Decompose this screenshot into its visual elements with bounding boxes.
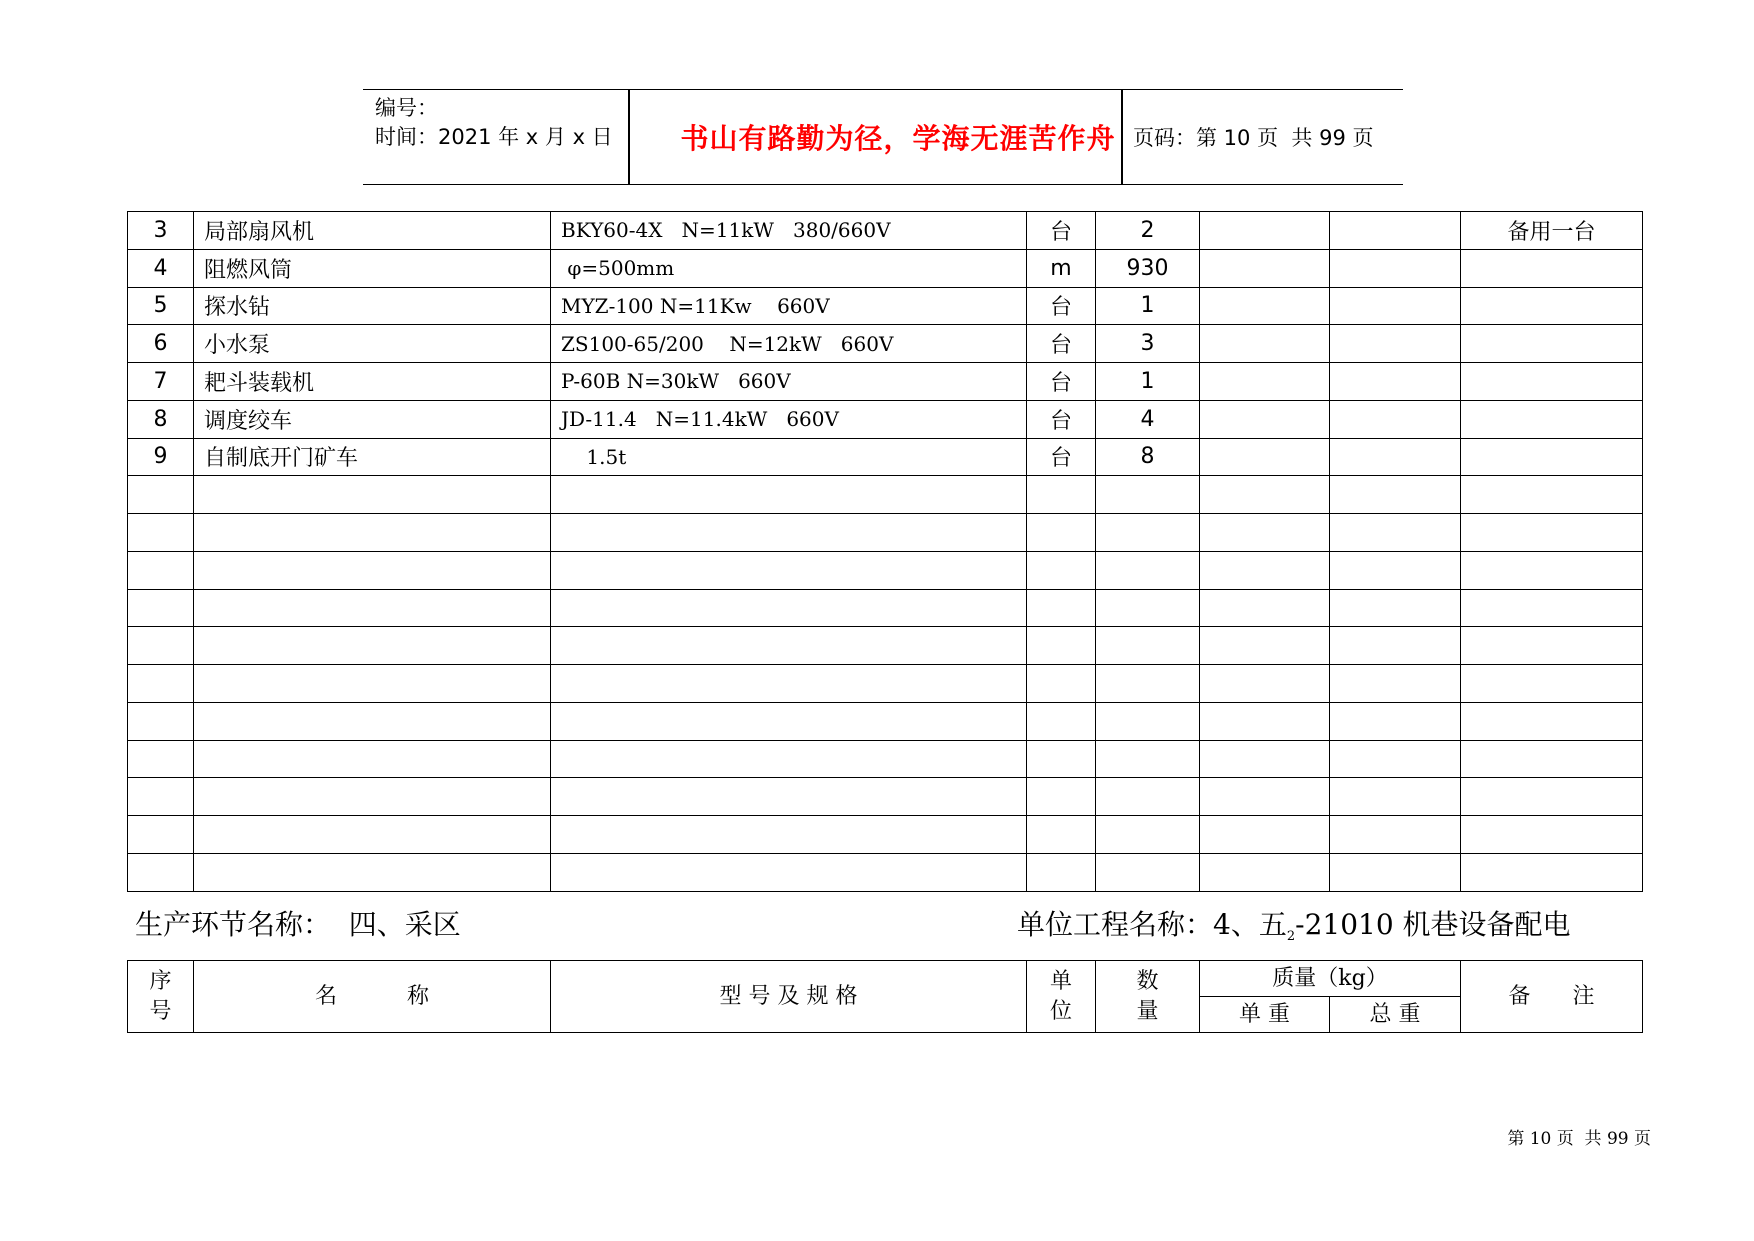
cell-unit-weight <box>1200 589 1330 627</box>
cell-no: 7 <box>128 363 194 401</box>
header-motto: 书山有路勤为径，学海无涯苦作舟 <box>680 122 1116 155</box>
cell-spec: JD-11.4 N=11.4kW 660V <box>551 400 1027 438</box>
col-header-no-top: 序 <box>149 968 172 994</box>
cell-no: 3 <box>128 212 194 250</box>
cell-spec <box>551 627 1027 665</box>
cell-note <box>1461 816 1643 854</box>
cell-no <box>128 514 194 552</box>
cell-note <box>1461 778 1643 816</box>
cell-total-weight <box>1330 212 1461 250</box>
col-header-unit-weight: 单 重 <box>1200 997 1330 1033</box>
col-header-no <box>128 961 194 1033</box>
cell-total-weight <box>1330 551 1461 589</box>
cell-unit <box>1027 514 1096 552</box>
cell-unit <box>1027 853 1096 891</box>
cell-name: 小水泵 <box>194 325 551 363</box>
col-header-name: 名 称 <box>194 961 551 1033</box>
cell-unit <box>1027 778 1096 816</box>
cell-qty: 2 <box>1096 212 1200 250</box>
cell-spec: ZS100-65/200 N=12kW 660V <box>551 325 1027 363</box>
table-row <box>128 816 1643 854</box>
table-row <box>128 212 1643 250</box>
cell-total-weight <box>1330 514 1461 552</box>
cell-name <box>194 853 551 891</box>
cell-qty: 1 <box>1096 287 1200 325</box>
number-label: 编号： <box>375 96 438 120</box>
cell-total-weight <box>1330 589 1461 627</box>
cell-note <box>1461 702 1643 740</box>
cell-note <box>1461 551 1643 589</box>
cell-total-weight <box>1330 400 1461 438</box>
cell-unit <box>1027 627 1096 665</box>
header-page-info: 页码：第 10 页 共 99 页 <box>1133 126 1374 150</box>
document-header <box>363 89 1403 185</box>
section-line <box>135 903 1585 943</box>
header-meta <box>375 94 613 152</box>
cell-unit-weight <box>1200 740 1330 778</box>
table-row <box>128 514 1643 552</box>
cell-unit <box>1027 665 1096 703</box>
col-header-qty-top: 数 <box>1136 968 1159 994</box>
cell-name <box>194 627 551 665</box>
equipment-table <box>127 211 1643 892</box>
cell-total-weight <box>1330 325 1461 363</box>
cell-note <box>1461 249 1643 287</box>
cell-total-weight <box>1330 287 1461 325</box>
col-header-total-weight: 总 重 <box>1330 997 1461 1033</box>
cell-spec <box>551 816 1027 854</box>
cell-spec <box>551 665 1027 703</box>
cell-spec <box>551 702 1027 740</box>
table-row <box>128 589 1643 627</box>
cell-unit-weight <box>1200 551 1330 589</box>
time-label: 时间：2021 年 x 月 x 日 <box>375 125 613 149</box>
col-header-qty-bottom: 量 <box>1136 998 1159 1024</box>
cell-qty: 3 <box>1096 325 1200 363</box>
header-divider <box>628 90 630 184</box>
cell-note <box>1461 627 1643 665</box>
cell-qty <box>1096 551 1200 589</box>
project-name-prefix: 单位工程名称：4、五 <box>1017 908 1287 941</box>
cell-unit-weight <box>1200 212 1330 250</box>
cell-unit-weight <box>1200 853 1330 891</box>
cell-qty: 8 <box>1096 438 1200 476</box>
col-header-qty <box>1096 961 1200 1033</box>
cell-total-weight <box>1330 778 1461 816</box>
project-name-suffix: -21010 机巷设备配电 <box>1295 908 1571 941</box>
cell-unit: 台 <box>1027 287 1096 325</box>
cell-note <box>1461 325 1643 363</box>
cell-no <box>128 589 194 627</box>
cell-no <box>128 665 194 703</box>
cell-spec: P-60B N=30kW 660V <box>551 363 1027 401</box>
cell-no <box>128 778 194 816</box>
col-header-unit-top: 单 <box>1049 968 1072 994</box>
cell-unit-weight <box>1200 514 1330 552</box>
cell-unit: m <box>1027 249 1096 287</box>
cell-spec <box>551 476 1027 514</box>
cell-spec: 1.5t <box>551 438 1027 476</box>
table-row <box>128 551 1643 589</box>
footer-page-number: 第 10 页 共 99 页 <box>1507 1129 1651 1149</box>
cell-unit-weight <box>1200 778 1330 816</box>
cell-unit-weight <box>1200 363 1330 401</box>
cell-name <box>194 514 551 552</box>
cell-qty <box>1096 816 1200 854</box>
table-row <box>128 400 1643 438</box>
cell-unit-weight <box>1200 665 1330 703</box>
cell-qty <box>1096 778 1200 816</box>
cell-qty: 4 <box>1096 400 1200 438</box>
cell-qty: 930 <box>1096 249 1200 287</box>
col-header-spec: 型 号 及 规 格 <box>551 961 1027 1033</box>
table-row <box>128 853 1643 891</box>
cell-spec <box>551 514 1027 552</box>
cell-unit <box>1027 476 1096 514</box>
cell-name <box>194 816 551 854</box>
table-row <box>128 325 1643 363</box>
cell-spec <box>551 551 1027 589</box>
cell-note <box>1461 853 1643 891</box>
cell-total-weight <box>1330 665 1461 703</box>
cell-spec <box>551 740 1027 778</box>
cell-qty <box>1096 589 1200 627</box>
cell-no: 6 <box>128 325 194 363</box>
cell-spec <box>551 778 1027 816</box>
cell-no <box>128 853 194 891</box>
cell-qty <box>1096 514 1200 552</box>
table-row <box>128 702 1643 740</box>
col-header-note: 备 注 <box>1461 961 1643 1033</box>
cell-total-weight <box>1330 363 1461 401</box>
cell-total-weight <box>1330 627 1461 665</box>
cell-name <box>194 702 551 740</box>
cell-spec <box>551 853 1027 891</box>
cell-unit <box>1027 589 1096 627</box>
table-row <box>128 665 1643 703</box>
table-row <box>128 249 1643 287</box>
cell-name: 调度绞车 <box>194 400 551 438</box>
cell-total-weight <box>1330 249 1461 287</box>
cell-qty <box>1096 853 1200 891</box>
cell-total-weight <box>1330 740 1461 778</box>
cell-note <box>1461 665 1643 703</box>
cell-qty <box>1096 476 1200 514</box>
cell-note <box>1461 438 1643 476</box>
cell-no <box>128 702 194 740</box>
cell-note <box>1461 363 1643 401</box>
cell-name: 探水钻 <box>194 287 551 325</box>
col-header-unit-bottom: 位 <box>1049 998 1072 1024</box>
cell-qty <box>1096 665 1200 703</box>
cell-qty: 1 <box>1096 363 1200 401</box>
cell-name: 局部扇风机 <box>194 212 551 250</box>
cell-spec: BKY60-4X N=11kW 380/660V <box>551 212 1027 250</box>
cell-unit-weight <box>1200 249 1330 287</box>
cell-unit <box>1027 551 1096 589</box>
cell-note: 备用一台 <box>1461 212 1643 250</box>
cell-note <box>1461 400 1643 438</box>
cell-note <box>1461 514 1643 552</box>
cell-unit <box>1027 702 1096 740</box>
cell-no <box>128 740 194 778</box>
cell-note <box>1461 287 1643 325</box>
cell-spec <box>551 589 1027 627</box>
cell-unit-weight <box>1200 400 1330 438</box>
cell-name <box>194 778 551 816</box>
cell-no: 4 <box>128 249 194 287</box>
cell-unit <box>1027 816 1096 854</box>
project-name <box>1017 903 1571 944</box>
col-header-no-bottom: 号 <box>149 998 172 1024</box>
cell-note <box>1461 589 1643 627</box>
cell-no <box>128 816 194 854</box>
cell-qty <box>1096 627 1200 665</box>
cell-note <box>1461 476 1643 514</box>
cell-unit-weight <box>1200 325 1330 363</box>
table-row <box>128 363 1643 401</box>
table-row <box>128 287 1643 325</box>
table-row <box>128 438 1643 476</box>
table-row <box>128 476 1643 514</box>
cell-no <box>128 476 194 514</box>
project-name-subscript: 2 <box>1286 929 1296 944</box>
cell-spec: φ=500mm <box>551 249 1027 287</box>
col-header-unit <box>1027 961 1096 1033</box>
cell-total-weight <box>1330 702 1461 740</box>
cell-unit: 台 <box>1027 212 1096 250</box>
cell-spec: MYZ-100 N=11Kw 660V <box>551 287 1027 325</box>
cell-unit-weight <box>1200 816 1330 854</box>
cell-name: 阻燃风筒 <box>194 249 551 287</box>
cell-note <box>1461 740 1643 778</box>
cell-total-weight <box>1330 816 1461 854</box>
cell-no: 9 <box>128 438 194 476</box>
cell-name: 自制底开门矿车 <box>194 438 551 476</box>
cell-name <box>194 665 551 703</box>
cell-unit: 台 <box>1027 363 1096 401</box>
cell-name <box>194 476 551 514</box>
column-header-table <box>127 960 1643 1033</box>
cell-qty <box>1096 702 1200 740</box>
cell-name <box>194 740 551 778</box>
cell-no <box>128 551 194 589</box>
cell-total-weight <box>1330 476 1461 514</box>
cell-unit <box>1027 740 1096 778</box>
table-row <box>128 627 1643 665</box>
cell-unit-weight <box>1200 438 1330 476</box>
cell-unit: 台 <box>1027 400 1096 438</box>
table-row <box>128 740 1643 778</box>
cell-total-weight <box>1330 853 1461 891</box>
cell-unit-weight <box>1200 627 1330 665</box>
cell-name: 耙斗装载机 <box>194 363 551 401</box>
cell-unit: 台 <box>1027 325 1096 363</box>
process-name: 生产环节名称： 四、采区 <box>135 908 461 941</box>
cell-total-weight <box>1330 438 1461 476</box>
cell-no <box>128 627 194 665</box>
cell-unit-weight <box>1200 287 1330 325</box>
cell-name <box>194 589 551 627</box>
cell-unit-weight <box>1200 702 1330 740</box>
cell-unit-weight <box>1200 476 1330 514</box>
cell-qty <box>1096 740 1200 778</box>
col-header-weight: 质量（kg） <box>1200 961 1461 997</box>
table-row <box>128 778 1643 816</box>
cell-no: 8 <box>128 400 194 438</box>
cell-name <box>194 551 551 589</box>
cell-unit: 台 <box>1027 438 1096 476</box>
cell-no: 5 <box>128 287 194 325</box>
